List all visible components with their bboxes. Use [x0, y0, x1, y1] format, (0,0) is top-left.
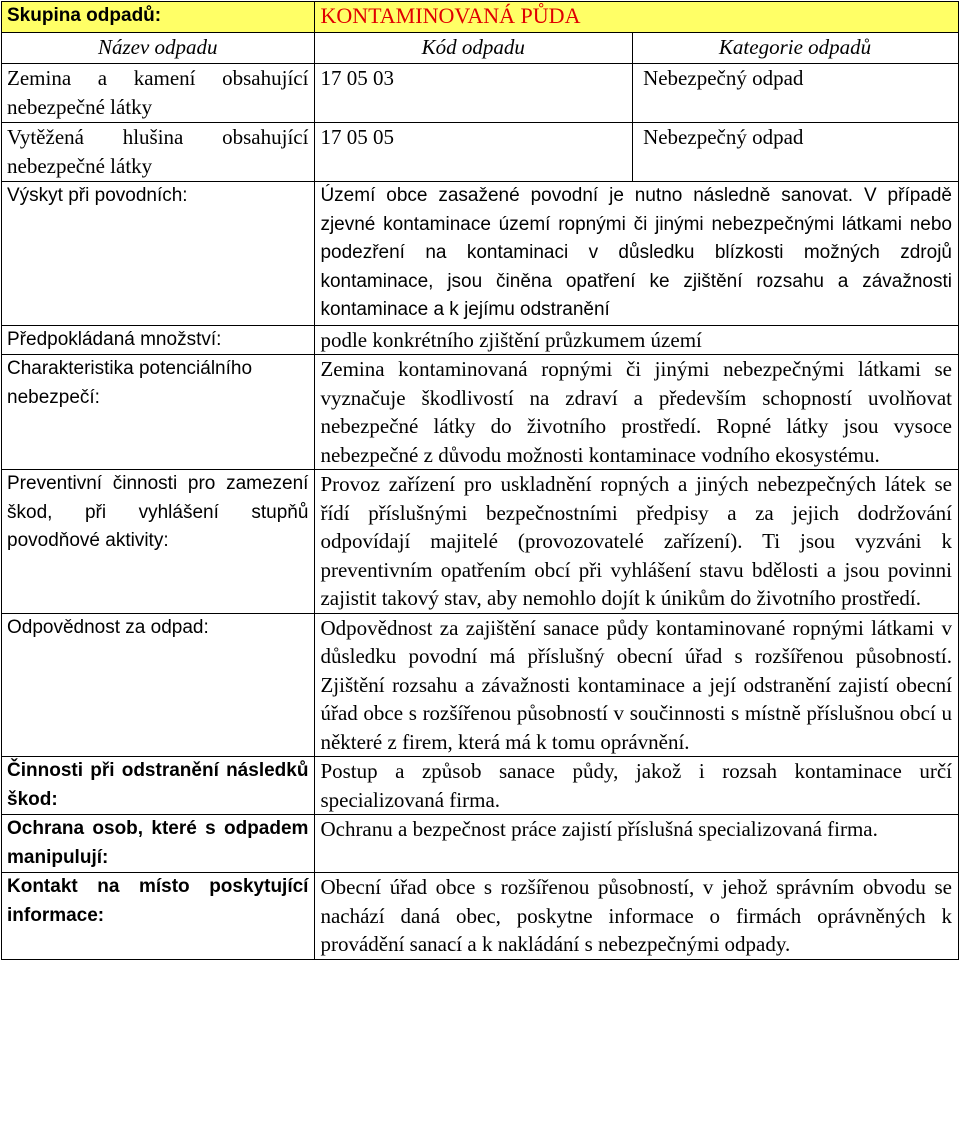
waste-category: Nebezpečný odpad	[633, 64, 959, 123]
waste-group-label: Skupina odpadů:	[2, 2, 315, 33]
detail-label: Charakteristika potenciálního nebezpečí:	[2, 355, 315, 470]
detail-row-prevention	[2, 470, 959, 614]
detail-value: podle konkrétního zjištění průzkumem území	[315, 325, 959, 355]
waste-row	[2, 64, 959, 123]
detail-row-contact	[2, 873, 959, 960]
waste-group-header-row	[2, 2, 959, 33]
detail-row-remediation	[2, 757, 959, 815]
detail-label: Kontakt na místo poskytující informace:	[2, 873, 315, 960]
waste-row	[2, 123, 959, 182]
column-header-code: Kód odpadu	[315, 33, 633, 64]
detail-label: Odpovědnost za odpad:	[2, 613, 315, 757]
detail-label: Předpokládaná množství:	[2, 325, 315, 355]
detail-value: Území obce zasažené povodní je nutno následně sanovat. V případě zjevné kontaminace území ropnými či jinými nebezpečnými látkami nebo podezření na kontaminaci v důsledku blízkosti možných zdrojů kontaminace, jsou činěna opatření ke zjištění rozsahu a závažnosti kontaminace a k jejímu odstranění	[315, 182, 959, 326]
detail-row-quantity	[2, 325, 959, 355]
detail-value: Odpovědnost za zajištění sanace půdy kontaminované ropnými látkami v důsledku povodní má příslušný obecní úřad s rozšířenou působností. Zjištění rozsahu a závažnosti kontaminace a její odstranění zajistí obecní úřad obce s rozšířenou působností v součinnosti s místně příslušnou obcí u některé z firem, která má k tomu oprávnění.	[315, 613, 959, 757]
waste-code: 17 05 05	[315, 123, 633, 182]
detail-value: Ochranu a bezpečnost práce zajistí příslušná specializovaná firma.	[315, 815, 959, 873]
detail-value: Provoz zařízení pro uskladnění ropných a jiných nebezpečných látek se řídí příslušnými bezpečnostními předpisy a za jejich dodržování odpovídají majitelé (provozovatelé zařízení). Ti jsou vyzváni k preventivním opatřením obcí při vyhlášení stavu bdělosti a jsou povinni zajistit takový stav, aby nemohlo dojít k únikům do životního prostředí.	[315, 470, 959, 614]
detail-label: Činnosti při odstranění následků škod:	[2, 757, 315, 815]
waste-category: Nebezpečný odpad	[633, 123, 959, 182]
column-header-category: Kategorie odpadů	[633, 33, 959, 64]
waste-sheet-table	[1, 1, 959, 960]
detail-label: Ochrana osob, které s odpadem manipulují:	[2, 815, 315, 873]
detail-value: Obecní úřad obce s rozšířenou působností, v jehož správním obvodu se nachází daná obec, poskytne informace o firmách oprávněných k provádění sanací a k nakládání s nebezpečnými odpady.	[315, 873, 959, 960]
detail-label: Preventivní činnosti pro zamezení škod, při vyhlášení stupňů povodňové aktivity:	[2, 470, 315, 614]
detail-label: Výskyt při povodních:	[2, 182, 315, 326]
waste-code: 17 05 03	[315, 64, 633, 123]
column-header-name: Název odpadu	[2, 33, 315, 64]
detail-row-hazard	[2, 355, 959, 470]
detail-value: Postup a způsob sanace půdy, jakož i rozsah kontaminace určí specializovaná firma.	[315, 757, 959, 815]
columns-header-row	[2, 33, 959, 64]
detail-row-responsibility	[2, 613, 959, 757]
waste-group-value: KONTAMINOVANÁ PŮDA	[315, 2, 959, 33]
detail-value: Zemina kontaminovaná ropnými či jinými nebezpečnými látkami se vyznačuje škodlivostí na zdraví a především schopností uvolňovat nebezpečné látky do životního prostředí. Ropné látky jsou vysoce nebezpečné z důvodu možnosti kontaminace vodního ekosystému.	[315, 355, 959, 470]
waste-name: Vytěžená hlušina obsahující nebezpečné látky	[2, 123, 315, 182]
detail-row-occurrence	[2, 182, 959, 326]
detail-row-protection	[2, 815, 959, 873]
waste-name: Zemina a kamení obsahující nebezpečné látky	[2, 64, 315, 123]
